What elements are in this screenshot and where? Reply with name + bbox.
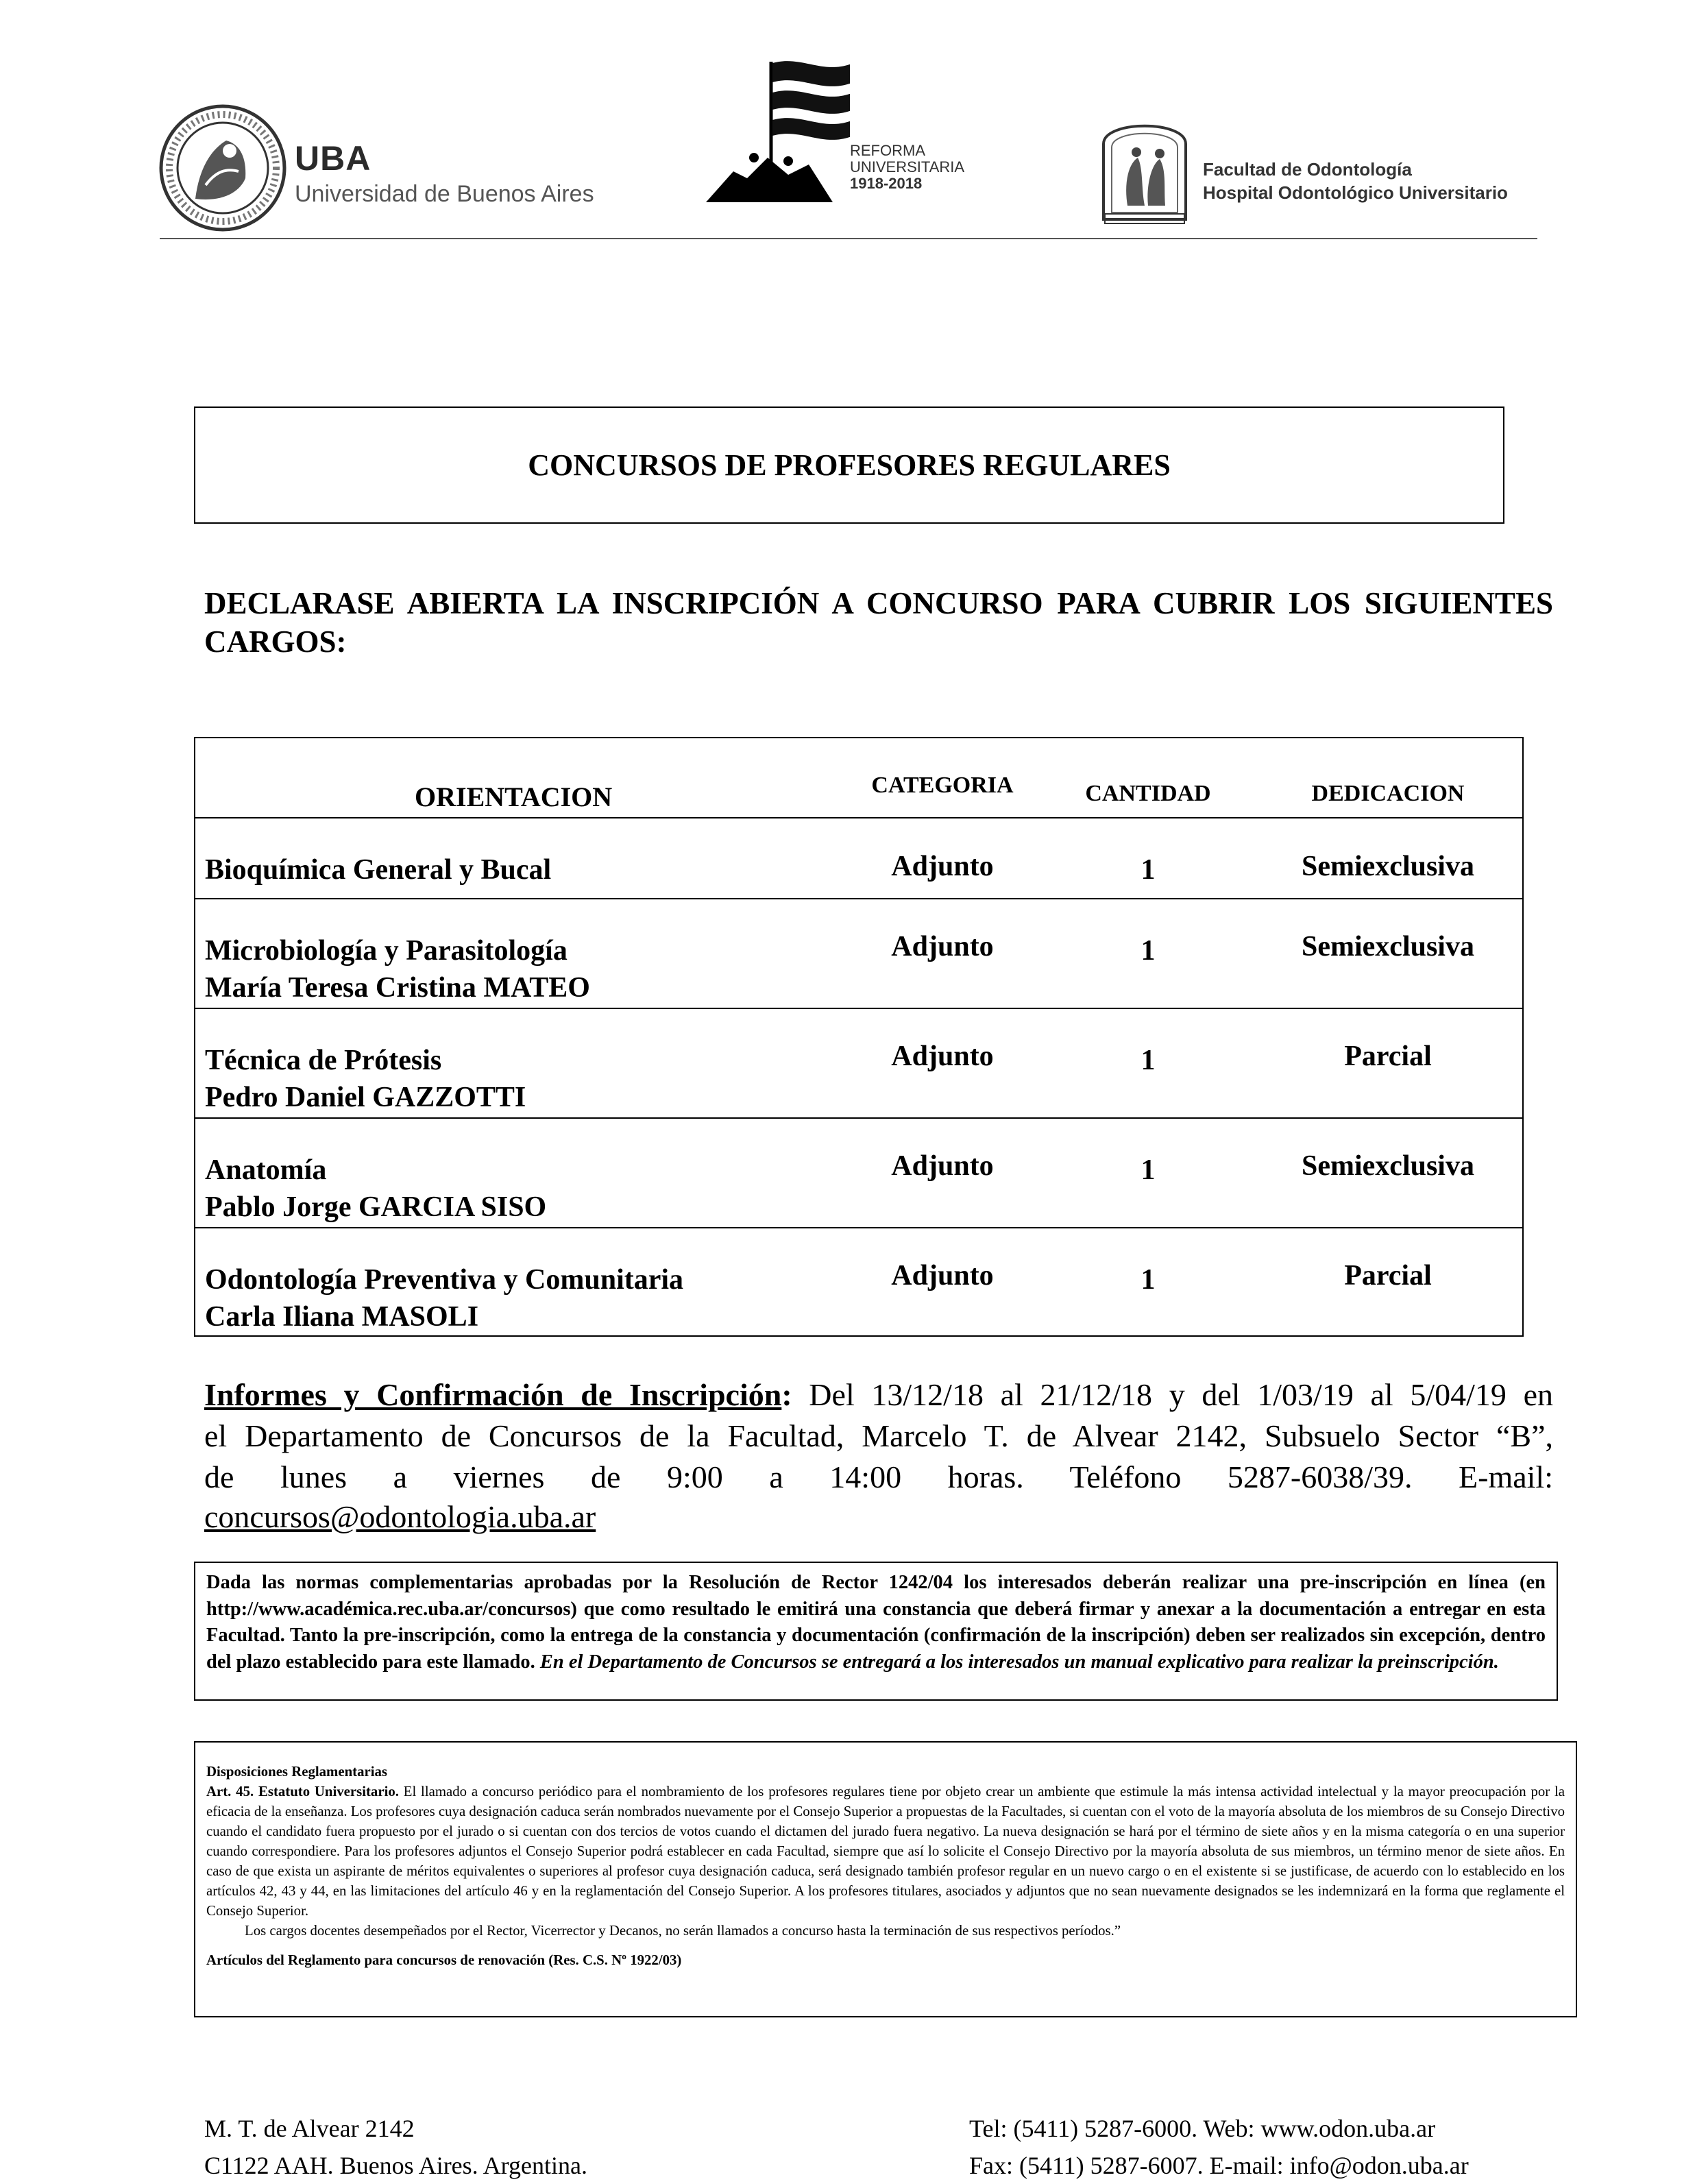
uba-short-name: UBA <box>295 139 371 178</box>
disposiciones-heading: Disposiciones Reglamentarias <box>206 1764 387 1780</box>
row-orientacion: Odontología Preventiva y Comunitaria <box>205 1264 684 1296</box>
row-divider <box>195 817 1522 818</box>
header-cantidad: CANTIDAD <box>1085 781 1211 806</box>
reforma-years: 1918-2018 <box>850 175 923 192</box>
cargos-table <box>194 737 1524 1337</box>
row-cantidad: 1 <box>1141 1045 1156 1076</box>
address-line1: M. T. de Alvear 2142 <box>204 2115 415 2142</box>
row-cantidad: 1 <box>1141 1264 1156 1296</box>
row-dedicacion: Parcial <box>1344 1260 1432 1291</box>
uba-seal-icon <box>158 103 288 233</box>
reforma-logo <box>706 55 994 206</box>
row-categoria: Adjunto <box>891 1041 994 1072</box>
row-dedicacion: Parcial <box>1344 1041 1432 1072</box>
row-dedicacion: Semiexclusiva <box>1302 1150 1474 1182</box>
row-divider <box>195 898 1522 899</box>
article-45 <box>206 1782 1565 1921</box>
row-orientacion: Anatomía <box>205 1154 327 1186</box>
uba-full-name: Universidad de Buenos Aires <box>295 181 594 207</box>
row-divider <box>195 1117 1522 1119</box>
header-orientacion: ORIENTACION <box>415 781 613 812</box>
informes-label: Informes y Confirmación de Inscripción <box>204 1377 782 1412</box>
row-orientacion: Microbiología y Parasitología <box>205 935 568 967</box>
row-orientacion: Técnica de Prótesis <box>205 1045 442 1076</box>
row-dedicacion: Semiexclusiva <box>1302 931 1474 962</box>
row-profesor: Pablo Jorge GARCIA SISO <box>205 1191 547 1223</box>
informes-paragraph: Informes y Confirmación de Inscripción: Del 13/12/18 al 21/12/18 y del 1/03/19 al 5/04/19 en el Departamento de Concursos de la Facultad, Marcelo T. de Alvear 2142, Subsuelo Sector “B”, de lunes a viernes de 9:00 a 14:00 horas. Teléfono 5287-6038/39. E-mail: <box>204 1374 1553 1498</box>
reforma-line2: UNIVERSITARIA <box>850 158 965 175</box>
flag-mountain-icon <box>706 55 850 206</box>
row-divider <box>195 1227 1522 1228</box>
article-label: Art. 45. Estatuto Universitario. <box>206 1784 399 1799</box>
row-orientacion: Bioquímica General y Bucal <box>205 854 552 886</box>
facultad-name: Facultad de Odontología <box>1203 159 1412 180</box>
row-categoria: Adjunto <box>891 851 994 882</box>
declaration-heading: DECLARASE ABIERTA LA INSCRIPCIÓN A CONCURSO PARA CUBRIR LOS SIGUIENTES CARGOS: <box>204 586 1553 659</box>
row-dedicacion: Semiexclusiva <box>1302 851 1474 882</box>
article-text: El llamado a concurso periódico para el nombramiento de los profesores regulares tiene por objeto crear un ambiente que estimule la más intensa actividad intelectual y la mayor preocupación por la eficacia de la enseñanza. Los profesores cuya designación caduca serán nombrados nuevamente por el Consejo Superior a propuestas de la Facultades, si cuentan con el voto de la mayoría absoluta de los miembros de su Consejo Directivo cuando el candidato fuera propuesto por el jurado o si cuentan con dos tercios de votos cuando el dictamen del jurado fuera negativo. La nueva designación se hará por el término de siete años y en la misma categoría o en una superior cuando correspondiere. Para los profesores adjuntos el Consejo Superior podrá establecer en cada Facultad, siempre que así lo solicite el Consejo Directivo por la mayoría absoluta de sus miembros, un término menor de siete años. En caso de que exista un aspirante de méritos equivalentes o superiores al profesor cuya designación caduca, será designado también profesor regular en un nuevo cargo o en el existente si se justificase, de acuerdo con lo establecido en los artículos 42, 43 y 44, en las limitaciones del artículo 46 y en la reglamentación del Consejo Superior. A los profesores titulares, asociados y adjuntos que no sean nuevamente designados se les indemnizará en la forma que reglamente el Consejo Superior. <box>206 1784 1565 1919</box>
title-box <box>194 407 1504 524</box>
informes-line2: el Departamento de Concursos de la Facultad, Marcelo T. de Alvear 2142, Subsuelo Sector “B”, <box>204 1418 1553 1453</box>
header-dedicacion: DEDICACION <box>1311 781 1465 806</box>
row-cantidad: 1 <box>1141 854 1156 886</box>
uba-logo <box>158 103 596 233</box>
contact-line2: Fax: (5411) 5287-6007. E-mail: info@odon.uba.ar <box>969 2152 1469 2179</box>
row-cantidad: 1 <box>1141 1154 1156 1186</box>
notice-italic: En el Departamento de Concursos se entregará a los interesados un manual explicativo para realizar la preinscripción. <box>539 1651 1499 1673</box>
row-categoria: Adjunto <box>891 931 994 962</box>
row-profesor: María Teresa Cristina MATEO <box>205 972 590 1004</box>
reforma-line1: REFORMA <box>850 142 925 159</box>
row-categoria: Adjunto <box>891 1260 994 1291</box>
page-title: CONCURSOS DE PROFESORES REGULARES <box>528 448 1171 482</box>
row-cantidad: 1 <box>1141 935 1156 967</box>
contact-line1: Tel: (5411) 5287-6000. Web: www.odon.uba.ar <box>969 2115 1436 2142</box>
hospital-name: Hospital Odontológico Universitario <box>1203 182 1508 203</box>
articles-reference: Artículos del Reglamento para concursos de renovación (Res. C.S. Nº 1922/03) <box>206 1952 682 1968</box>
address-line2: C1122 AAH. Buenos Aires. Argentina. <box>204 2152 587 2179</box>
informes-line3: de lunes a viernes de 9:00 a 14:00 horas. Teléfono 5287-6038/39. E-mail: <box>204 1459 1553 1494</box>
facultad-odontologia-logo <box>1097 110 1535 233</box>
header-divider <box>160 238 1537 239</box>
header-categoria: CATEGORIA <box>871 773 1014 798</box>
row-profesor: Pedro Daniel GAZZOTTI <box>205 1082 526 1113</box>
row-categoria: Adjunto <box>891 1150 994 1182</box>
preinscripcion-notice <box>194 1562 1558 1701</box>
notice-text: Dada las normas complementarias aprobadas por la Resolución de Rector 1242/04 los interesados deberán realizar una pre-inscripción en línea (en http://www.académica.rec.uba.ar/concursos) que como resultado le emitirá una constancia que deberá firmar y anexar a la documentación a entregar en esta Facultad. Tanto la pre-inscripción, como la entrega de la constancia y documentación (confirmación de la inscripción) deben ser realizados sin excepción, dentro del plazo establecido para este llamado. <box>206 1572 1546 1673</box>
informes-line1: Del 13/12/18 al 21/12/18 y del 1/03/19 al 5/04/19 en <box>792 1377 1553 1412</box>
second-paragraph: Los cargos docentes desempeñados por el Rector, Vicerrector y Decanos, no serán llamados a concurso hasta la terminación de sus respectivos períodos.” <box>245 1923 1121 1939</box>
facultad-emblem-icon <box>1097 110 1193 226</box>
row-profesor: Carla Iliana MASOLI <box>205 1301 479 1333</box>
disposiciones-box <box>194 1741 1577 2017</box>
concursos-email-link[interactable]: concursos@odontologia.uba.ar <box>204 1499 596 1534</box>
row-divider <box>195 1008 1522 1009</box>
